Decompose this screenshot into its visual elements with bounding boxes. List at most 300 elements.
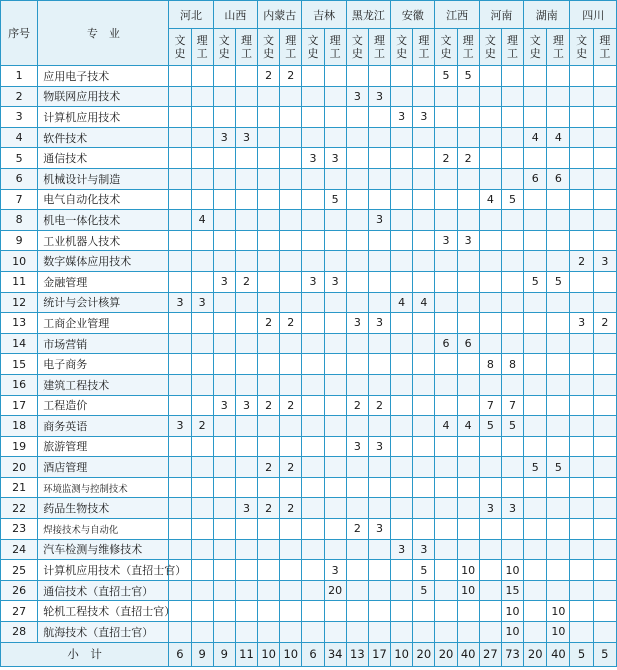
quota-cell <box>169 230 191 251</box>
quota-cell <box>213 107 235 128</box>
quota-cell <box>213 374 235 395</box>
quota-cell: 2 <box>258 66 280 87</box>
row-seq: 21 <box>1 477 38 498</box>
quota-cell <box>280 168 302 189</box>
row-seq: 27 <box>1 601 38 622</box>
quota-cell <box>547 251 570 272</box>
quota-cell <box>547 416 570 437</box>
quota-cell <box>391 230 413 251</box>
quota-cell <box>302 457 324 478</box>
quota-cell <box>570 107 593 128</box>
quota-cell <box>346 580 368 601</box>
quota-cell <box>524 374 547 395</box>
quota-cell <box>258 416 280 437</box>
quota-cell <box>324 313 346 334</box>
quota-cell <box>368 374 390 395</box>
quota-cell <box>258 580 280 601</box>
quota-cell <box>302 374 324 395</box>
quota-cell <box>413 230 435 251</box>
quota-cell <box>191 601 213 622</box>
quota-cell <box>258 271 280 292</box>
table-row <box>1 148 617 169</box>
quota-cell <box>435 354 457 375</box>
quota-cell <box>593 477 616 498</box>
quota-cell <box>213 539 235 560</box>
quota-cell <box>324 601 346 622</box>
row-seq: 17 <box>1 395 38 416</box>
quota-cell: 3 <box>235 395 257 416</box>
quota-cell: 3 <box>479 498 501 519</box>
quota-cell <box>191 333 213 354</box>
quota-cell <box>346 271 368 292</box>
quota-cell <box>479 622 501 643</box>
quota-cell <box>479 127 501 148</box>
quota-cell <box>258 251 280 272</box>
quota-cell <box>213 251 235 272</box>
quota-cell: 5 <box>547 271 570 292</box>
quota-cell: 3 <box>324 148 346 169</box>
table-row <box>1 251 617 272</box>
total-cell: 5 <box>593 642 616 666</box>
total-cell: 6 <box>169 642 191 666</box>
quota-cell <box>501 86 523 107</box>
quota-cell: 3 <box>368 86 390 107</box>
quota-cell <box>391 601 413 622</box>
row-seq: 25 <box>1 560 38 581</box>
quota-cell <box>302 622 324 643</box>
quota-cell <box>457 107 479 128</box>
quota-cell: 20 <box>324 580 346 601</box>
wenshi-subheader <box>169 29 191 66</box>
quota-cell <box>435 622 457 643</box>
quota-cell <box>280 230 302 251</box>
quota-cell <box>346 148 368 169</box>
quota-cell <box>391 168 413 189</box>
ligong-subheader <box>593 29 616 66</box>
quota-cell <box>191 127 213 148</box>
quota-cell <box>235 86 257 107</box>
subheader-label: 文 史 <box>440 34 452 60</box>
quota-cell <box>346 601 368 622</box>
quota-cell <box>302 498 324 519</box>
quota-cell <box>302 601 324 622</box>
quota-cell <box>524 86 547 107</box>
quota-cell: 3 <box>302 148 324 169</box>
quota-cell <box>391 210 413 231</box>
row-seq: 6 <box>1 168 38 189</box>
quota-cell <box>213 333 235 354</box>
quota-cell <box>501 457 523 478</box>
quota-cell <box>524 580 547 601</box>
quota-cell <box>479 86 501 107</box>
quota-cell <box>593 127 616 148</box>
quota-cell <box>413 622 435 643</box>
quota-cell: 2 <box>435 148 457 169</box>
quota-cell <box>346 333 368 354</box>
quota-cell <box>280 622 302 643</box>
subheader-label: 理 工 <box>240 34 252 60</box>
quota-cell <box>547 374 570 395</box>
quota-cell <box>191 457 213 478</box>
quota-cell <box>435 560 457 581</box>
quota-cell: 3 <box>435 230 457 251</box>
quota-cell <box>570 168 593 189</box>
quota-cell <box>280 601 302 622</box>
quota-cell <box>547 395 570 416</box>
quota-cell <box>570 477 593 498</box>
quota-cell <box>457 189 479 210</box>
quota-cell <box>324 498 346 519</box>
quota-cell: 2 <box>280 457 302 478</box>
quota-cell <box>413 354 435 375</box>
table-row <box>1 66 617 87</box>
quota-cell <box>547 313 570 334</box>
total-cell: 27 <box>479 642 501 666</box>
quota-cell <box>258 436 280 457</box>
quota-cell <box>235 560 257 581</box>
quota-cell <box>302 354 324 375</box>
quota-cell <box>435 271 457 292</box>
quota-cell <box>368 498 390 519</box>
total-cell: 10 <box>258 642 280 666</box>
quota-cell <box>280 271 302 292</box>
quota-cell <box>324 395 346 416</box>
subheader-label: 理 工 <box>552 34 564 60</box>
table-row <box>1 374 617 395</box>
subheader-label: 理 工 <box>599 34 611 60</box>
quota-cell <box>524 477 547 498</box>
row-seq: 19 <box>1 436 38 457</box>
quota-cell <box>368 292 390 313</box>
quota-cell: 2 <box>280 395 302 416</box>
quota-cell <box>391 457 413 478</box>
quota-cell <box>280 292 302 313</box>
quota-cell <box>169 374 191 395</box>
quota-cell <box>235 148 257 169</box>
quota-cell <box>324 127 346 148</box>
quota-cell <box>547 107 570 128</box>
quota-cell <box>570 580 593 601</box>
quota-cell <box>391 498 413 519</box>
quota-cell <box>280 539 302 560</box>
quota-cell <box>593 436 616 457</box>
quota-cell: 5 <box>479 416 501 437</box>
quota-cell <box>191 313 213 334</box>
row-major-name: 汽车检测与维修技术 <box>38 539 169 560</box>
quota-cell <box>346 107 368 128</box>
quota-cell <box>169 519 191 540</box>
quota-cell <box>391 477 413 498</box>
quota-cell <box>457 498 479 519</box>
quota-cell <box>391 148 413 169</box>
quota-cell <box>457 477 479 498</box>
quota-cell <box>368 457 390 478</box>
quota-cell <box>302 519 324 540</box>
quota-cell <box>435 498 457 519</box>
quota-cell <box>346 498 368 519</box>
quota-cell <box>593 457 616 478</box>
quota-cell <box>324 477 346 498</box>
quota-cell <box>391 313 413 334</box>
quota-cell: 3 <box>391 539 413 560</box>
quota-cell: 5 <box>324 189 346 210</box>
quota-cell <box>324 457 346 478</box>
quota-cell: 3 <box>368 519 390 540</box>
quota-cell <box>324 539 346 560</box>
quota-cell <box>501 477 523 498</box>
quota-cell: 3 <box>501 498 523 519</box>
quota-cell <box>191 230 213 251</box>
wenshi-subheader <box>479 29 501 66</box>
quota-cell <box>435 313 457 334</box>
quota-cell <box>435 436 457 457</box>
quota-cell <box>368 354 390 375</box>
quota-cell <box>524 66 547 87</box>
quota-cell <box>302 416 324 437</box>
quota-cell <box>169 66 191 87</box>
quota-cell <box>368 539 390 560</box>
quota-cell <box>169 354 191 375</box>
row-seq: 4 <box>1 127 38 148</box>
ligong-subheader <box>191 29 213 66</box>
quota-cell <box>479 313 501 334</box>
quota-cell: 15 <box>501 580 523 601</box>
quota-cell <box>457 457 479 478</box>
quota-cell <box>213 86 235 107</box>
quota-cell <box>235 66 257 87</box>
quota-cell: 10 <box>457 580 479 601</box>
row-major-name: 统计与会计核算 <box>38 292 169 313</box>
quota-cell: 3 <box>593 251 616 272</box>
quota-cell <box>479 230 501 251</box>
quota-cell <box>501 230 523 251</box>
quota-cell <box>570 148 593 169</box>
quota-cell <box>258 477 280 498</box>
quota-cell <box>479 210 501 231</box>
quota-cell <box>413 477 435 498</box>
subheader-label: 理 工 <box>329 34 341 60</box>
total-row <box>1 642 617 666</box>
quota-cell: 3 <box>368 210 390 231</box>
quota-cell <box>593 189 616 210</box>
total-cell: 6 <box>302 642 324 666</box>
quota-cell: 2 <box>593 313 616 334</box>
quota-cell <box>524 539 547 560</box>
quota-cell <box>391 189 413 210</box>
quota-cell <box>280 127 302 148</box>
quota-cell <box>413 457 435 478</box>
table-row <box>1 395 617 416</box>
quota-cell <box>524 519 547 540</box>
quota-cell <box>258 210 280 231</box>
province-header: 山西 <box>213 1 257 29</box>
quota-cell <box>457 86 479 107</box>
quota-cell <box>280 436 302 457</box>
quota-cell <box>346 622 368 643</box>
subheader-label: 理 工 <box>462 34 474 60</box>
subheader-label: 文 史 <box>174 34 186 60</box>
quota-cell <box>169 457 191 478</box>
quota-cell <box>593 519 616 540</box>
quota-cell <box>258 601 280 622</box>
quota-cell <box>479 560 501 581</box>
table-row <box>1 539 617 560</box>
quota-cell <box>570 498 593 519</box>
table-row <box>1 210 617 231</box>
quota-cell <box>235 107 257 128</box>
quota-cell <box>169 477 191 498</box>
quota-cell <box>501 66 523 87</box>
quota-cell: 3 <box>324 560 346 581</box>
quota-cell: 3 <box>324 271 346 292</box>
quota-cell <box>280 189 302 210</box>
quota-cell <box>593 148 616 169</box>
province-header: 安徽 <box>391 1 435 29</box>
quota-cell <box>258 333 280 354</box>
table-row <box>1 127 617 148</box>
wenshi-subheader <box>570 29 593 66</box>
quota-cell <box>258 292 280 313</box>
row-seq: 20 <box>1 457 38 478</box>
subheader-label: 理 工 <box>196 34 208 60</box>
quota-cell <box>593 333 616 354</box>
quota-cell <box>457 395 479 416</box>
row-seq: 14 <box>1 333 38 354</box>
quota-cell <box>213 189 235 210</box>
ligong-subheader <box>547 29 570 66</box>
row-major-name: 计算机应用技术（直招士官） <box>38 560 169 581</box>
quota-cell <box>235 477 257 498</box>
quota-cell <box>213 148 235 169</box>
quota-cell: 6 <box>547 168 570 189</box>
quota-cell <box>457 210 479 231</box>
quota-cell <box>258 127 280 148</box>
quota-cell <box>435 210 457 231</box>
quota-cell <box>457 539 479 560</box>
quota-cell <box>479 601 501 622</box>
ligong-subheader <box>324 29 346 66</box>
table-row <box>1 436 617 457</box>
quota-cell: 5 <box>435 66 457 87</box>
quota-cell <box>324 230 346 251</box>
quota-cell <box>570 210 593 231</box>
table-row <box>1 333 617 354</box>
quota-cell: 8 <box>501 354 523 375</box>
quota-cell: 10 <box>547 601 570 622</box>
quota-cell: 8 <box>479 354 501 375</box>
quota-cell <box>346 560 368 581</box>
quota-cell <box>479 333 501 354</box>
quota-cell: 4 <box>479 189 501 210</box>
quota-cell <box>547 519 570 540</box>
quota-cell <box>368 601 390 622</box>
table-row <box>1 560 617 581</box>
quota-cell: 4 <box>413 292 435 313</box>
row-major-name: 机械设计与制造 <box>38 168 169 189</box>
ligong-subheader <box>368 29 390 66</box>
quota-cell <box>479 271 501 292</box>
quota-cell <box>169 148 191 169</box>
ligong-subheader <box>413 29 435 66</box>
quota-cell <box>213 416 235 437</box>
quota-cell <box>191 560 213 581</box>
quota-cell <box>547 189 570 210</box>
quota-cell <box>593 271 616 292</box>
province-header: 黑龙江 <box>346 1 390 29</box>
ligong-subheader <box>280 29 302 66</box>
quota-cell <box>324 86 346 107</box>
quota-cell <box>593 622 616 643</box>
quota-cell <box>258 519 280 540</box>
quota-cell <box>547 436 570 457</box>
quota-cell <box>280 354 302 375</box>
quota-cell <box>413 66 435 87</box>
quota-cell <box>213 354 235 375</box>
quota-cell <box>235 601 257 622</box>
table-row <box>1 107 617 128</box>
quota-cell <box>280 519 302 540</box>
row-major-name: 电子商务 <box>38 354 169 375</box>
total-cell: 5 <box>570 642 593 666</box>
row-seq: 10 <box>1 251 38 272</box>
quota-cell <box>524 416 547 437</box>
quota-cell: 3 <box>413 107 435 128</box>
quota-cell <box>570 292 593 313</box>
table-row <box>1 601 617 622</box>
quota-cell: 2 <box>191 416 213 437</box>
quota-cell <box>346 354 368 375</box>
quota-cell <box>213 313 235 334</box>
quota-cell <box>457 168 479 189</box>
quota-cell <box>191 395 213 416</box>
row-major-name: 工程造价 <box>38 395 169 416</box>
quota-cell <box>457 622 479 643</box>
quota-cell: 3 <box>213 395 235 416</box>
quota-cell <box>547 354 570 375</box>
quota-cell <box>258 622 280 643</box>
quota-cell <box>302 189 324 210</box>
quota-cell <box>258 539 280 560</box>
quota-cell <box>457 354 479 375</box>
quota-cell <box>479 436 501 457</box>
quota-cell: 2 <box>280 66 302 87</box>
quota-cell: 5 <box>457 66 479 87</box>
quota-cell <box>457 251 479 272</box>
quota-cell <box>302 210 324 231</box>
quota-cell: 6 <box>457 333 479 354</box>
table-row <box>1 230 617 251</box>
quota-cell <box>368 333 390 354</box>
quota-cell <box>324 416 346 437</box>
wenshi-subheader <box>258 29 280 66</box>
quota-cell: 5 <box>413 580 435 601</box>
quota-cell: 4 <box>524 127 547 148</box>
quota-cell <box>191 271 213 292</box>
quota-cell <box>547 560 570 581</box>
quota-cell <box>501 374 523 395</box>
quota-cell <box>457 127 479 148</box>
quota-cell <box>258 107 280 128</box>
quota-cell <box>479 251 501 272</box>
quota-cell <box>302 436 324 457</box>
quota-cell <box>391 395 413 416</box>
quota-cell <box>191 580 213 601</box>
quota-cell: 4 <box>191 210 213 231</box>
province-header: 河北 <box>169 1 213 29</box>
table-row <box>1 189 617 210</box>
quota-cell: 3 <box>346 436 368 457</box>
quota-cell <box>570 560 593 581</box>
